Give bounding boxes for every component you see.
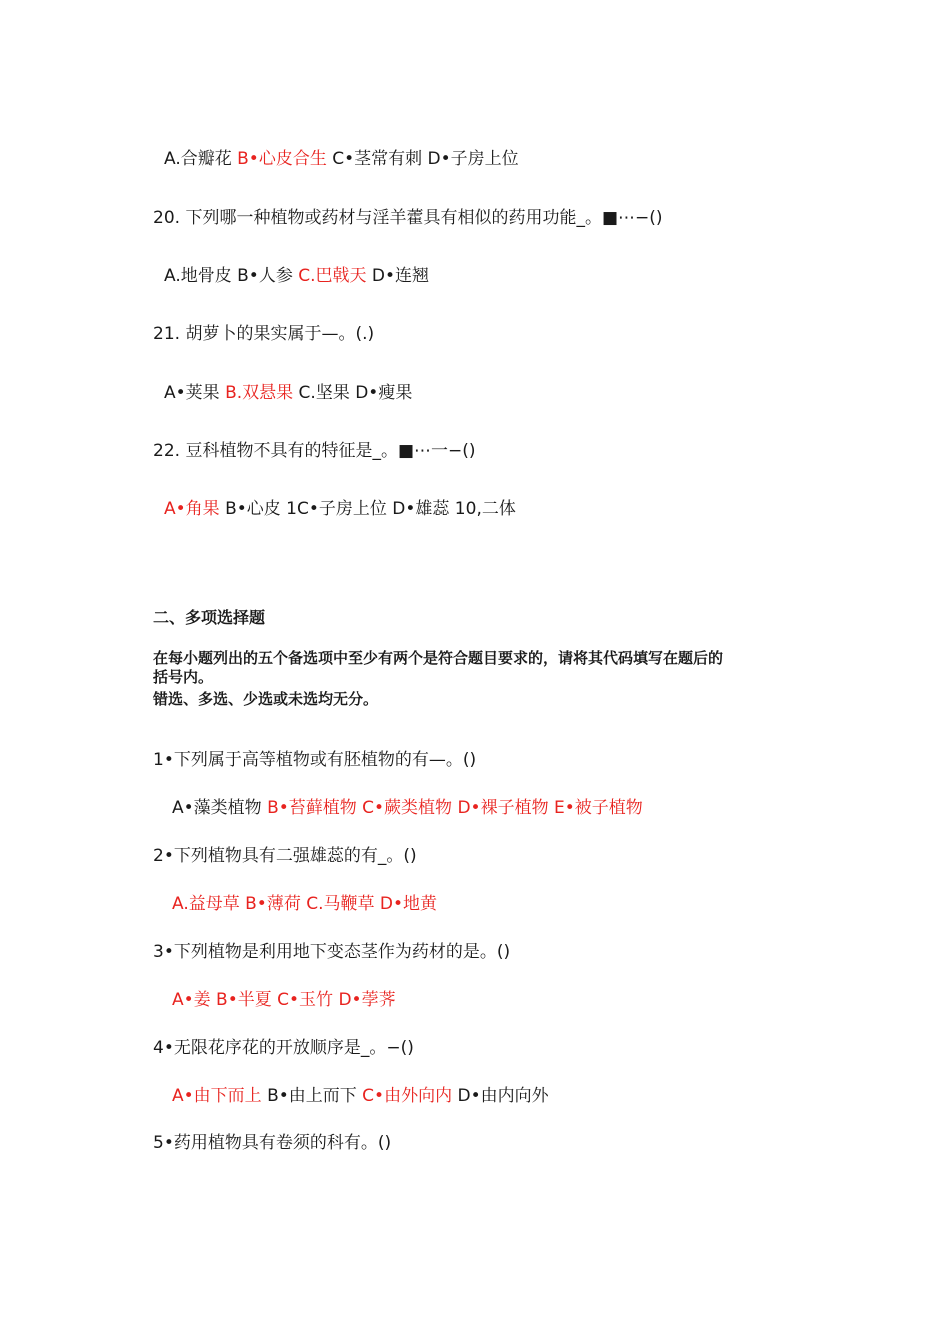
q20-stem: 20. 下列哪一种植物或药材与淫羊藿具有相似的药用功能_。■⋯−() [153,208,663,228]
mq4-option-a-answer: A•由下而上 [172,1086,262,1106]
mq3-stem: 3•下列植物是利用地下变态茎作为药材的是。() [153,942,511,962]
section-title: 二、多项选择题 [153,608,266,627]
q22-option-a-answer: A•角果 [164,499,220,519]
mq1-option-a: A•藻类植物 [172,798,268,818]
q21-option-cd: C.坚果 D•瘦果 [293,383,413,403]
mq4-option-d: D•由内向外 [452,1086,549,1106]
mq4-option-c-answer: C•由外向内 [362,1086,453,1106]
mq3-options-answers: A•姜 B•半夏 C•玉竹 D•荸荠 [172,990,396,1010]
mq1-options [172,797,643,819]
q22-options [164,498,516,520]
q19-options [164,148,519,170]
q20-option-c-answer: C.巴戟天 [298,266,367,286]
q22-stem: 22. 豆科植物不具有的特征是_。■⋯一−() [153,441,476,461]
q21-options [164,382,412,404]
q19-option-cd: C•茎常有刺 D•子房上位 [326,149,519,169]
mq1-stem: 1•下列属于高等植物或有胚植物的有—。() [153,750,477,770]
mq4-option-b: B•由上而下 [261,1086,363,1106]
mq5-stem: 5•药用植物具有卷须的科有。() [153,1133,392,1153]
q21-option-a: A•荚果 [164,383,226,403]
q20-option-ab: A.地骨皮 B•人参 [164,266,299,286]
mq1-option-answers: B•苔藓植物 C•蕨类植物 D•裸子植物 E•被子植物 [267,798,643,818]
q21-stem: 21. 胡萝卜的果实属于—。(.) [153,324,375,344]
mq4-stem: 4•无限花序花的开放顺序是_。−() [153,1038,414,1058]
mq2-options-answers: A.益母草 B•薄荷 C.马鞭草 D•地黄 [172,894,438,914]
q21-option-b-answer: B.双悬果 [225,383,294,403]
q20-option-d: D•连翘 [366,266,430,286]
mq4-options [172,1085,549,1107]
section-instruction-2: 括号内。 [153,668,214,686]
section-instruction-3: 错选、多选、少选或未选均无分。 [153,690,379,708]
section-instruction-1: 在每小题列出的五个备选项中至少有两个是符合题目要求的，请将其代码填写在题后的 [153,649,724,667]
mq2-stem: 2•下列植物具有二强雄蕊的有_。() [153,846,417,866]
q20-options [164,265,429,287]
q19-option-b-answer: B•心皮合生 [237,149,327,169]
q19-option-a: A.合瓣花 [164,149,238,169]
q22-option-rest: B•心皮 1C•子房上位 D•雄蕊 10,二体 [219,499,516,519]
